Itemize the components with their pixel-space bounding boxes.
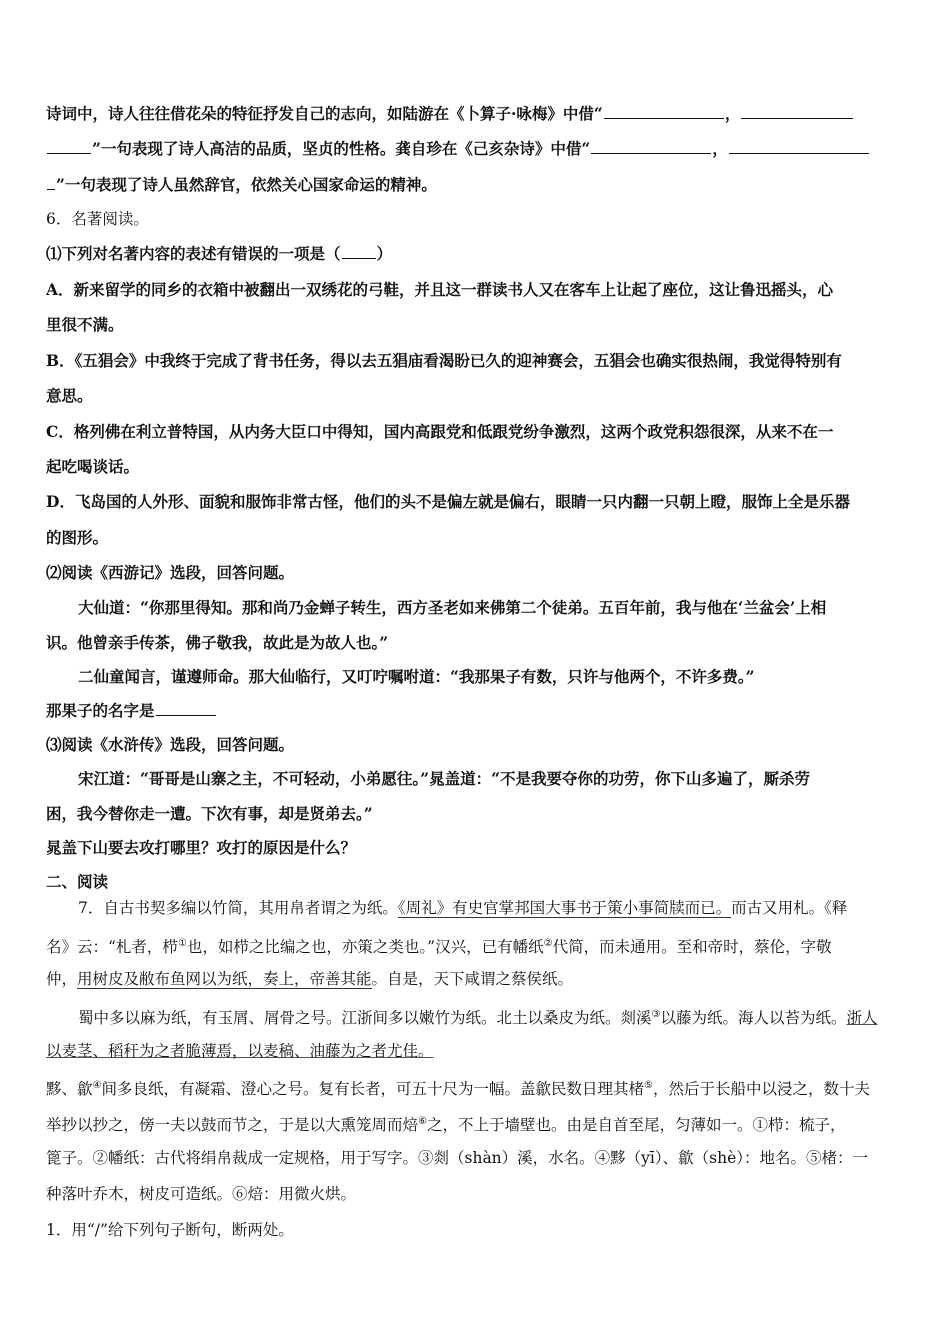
shuihu-line-1: 宋江道：“哥哥是山寨之主，不可轻动，小弟愿往。”晁盖道：“不是我要夺你的功劳，你下山多遍了，厮杀劳 [78,769,811,788]
answer-blank[interactable] [591,138,711,154]
xiyouji-line-1: 大仙道：“你那里得知。那和尚乃金蝉子转生，西方圣老如来佛第二个徒弟。五百年前，我与他在‘兰盆会’上相 [78,598,827,617]
passage-p3-line-1: 黟、歙④间多良纸，有凝霜、澄心之号。复有长者，可五十尺为一幅。盖歙民数日理其楮⑤，然后于长船中以浸之，数十夫 [46,1080,870,1099]
footnotes-line-2: 种落叶乔木，树皮可造纸。⑥焙：用微火烘。 [46,1185,357,1203]
option-a-line-2: 里很不满。 [46,315,124,334]
underlined-sentence: 用树皮及敝布鱼网以为纸，奏上，帝善其能 [77,970,372,988]
answer-blank[interactable] [741,103,853,119]
answer-blank[interactable] [604,103,724,119]
shuihu-question: 晁盖下山要去攻打哪里？攻打的原因是什么？ [46,838,357,857]
passage-p2-line-1: 蜀中多以麻为纸，有玉屑、屑骨之号。江浙间多以嫩竹为纸。北土以桑皮为纸。剡溪③以藤为纸。海人以苔为纸。浙人 [78,1009,878,1028]
q6-part1-question: ⑴下列对名著内容的表述有错误的一项是（ ） [46,244,393,263]
section-2-title: 二、阅读 [46,872,109,891]
answer-blank[interactable] [156,700,216,716]
shuihu-line-2: 困，我今替你走一遭。下次有事，却是贤弟去。” [46,804,373,823]
option-c-line-1: C．格列佛在利立普特国，从内务大臣口中得知，国内高跟党和低跟党纷争激烈，这两个政党积怨很深，从来不在一 [46,422,834,441]
underlined-sentence: 《周礼》有史官掌邦国大事书于策小事简牍而已。 [397,899,732,917]
underlined-sentence: 以麦茎、稻秆为之者脆薄焉，以麦稿、油藤为之者尤佳。 [46,1042,434,1060]
passage-p2-line-2 [46,1040,908,1062]
xiyouji-line-3: 二仙童闻言，谨遵师命。那大仙临行，又叮咛嘱咐道：“我那果子有数，只许与他两个，不许多费。” [78,667,755,686]
q5-line-1: 诗词中，诗人往往借花朵的特征抒发自己的志向，如陆游在《卜算子·咏梅》中借“ ， [46,103,908,125]
xiyouji-line-2: 识。他曾亲手传茶，佛子敬我，故此是为故人也。” [46,633,389,652]
option-d-line-1: D．飞岛国的人外形、面貌和服饰非常古怪，他们的头不是偏左就是偏右，眼睛一只内翻一只朝上瞪，服饰上全是乐器 [46,492,850,511]
q6-part2-heading: ⑵阅读《西游记》选段，回答问题。 [46,563,295,582]
option-c-line-2: 起吃喝谈话。 [46,457,140,476]
passage-p3-line-2: 举抄以抄之，傍一夫以鼓而节之，于是以大熏笼周而焙⑥之，不上于墙壁也。由是自首至尾，匀薄如一。①栉：梳子， [46,1116,846,1135]
question-1: 1．用“/”给下列句子断句，断两处。 [46,1221,294,1239]
answer-blank[interactable] [47,174,55,190]
underlined-sentence: 浙人 [846,1009,878,1028]
q6-part3-heading: ⑶阅读《水浒传》选段，回答问题。 [46,735,295,754]
xiyouji-question: 那果子的名字是 [46,700,908,722]
answer-blank[interactable] [47,138,91,154]
option-b-line-1: B．《五猖会》中我终于完成了背书任务，得以去五猖庙看渴盼已久的迎神赛会，五猖会也确实很热闹，我觉得特别有 [46,351,842,370]
passage-p1-line-3: 仲，用树皮及敝布鱼网以为纸，奏上，帝善其能。自是，天下咸谓之蔡侯纸。 [46,970,574,988]
option-a-line-1: A．新来留学的同乡的衣箱中被翻出一双绣花的弓鞋，并且这一群读书人又在客车上让起了座位，这让鲁迅摇头，心 [46,280,834,299]
q6-title: 6．名著阅读。 [46,210,149,228]
q5-line-3: ”一句表现了诗人虽然辞官，依然关心国家命运的精神。 [46,174,908,196]
q5-line-2: ”一句表现了诗人高洁的品质，坚贞的性格。龚自珍在《己亥杂诗》中借“ ， [46,138,908,160]
passage-p1-line-1: 7．自古书契多编以竹简，其用帛者谓之为纸。《周礼》有史官掌邦国大事书于策小事简牍而已。而古又用札。《释 [78,899,848,917]
passage-p1-line-2: 名》云：“札者，栉①也，如栉之比编之也，亦策之类也。”汉兴，已有幡纸②代简，而未通用。至和帝时，蔡伦，字敬 [46,938,832,957]
footnotes-line-1: 篦子。②幡纸：古代将绢帛裁成一定规格，用于写字。③剡（shàn）溪，水名。④黟（yī）、歙（shè）：地名。⑤楮：一 [46,1149,868,1167]
option-b-line-2: 意思。 [46,386,93,405]
answer-blank[interactable] [729,138,869,154]
option-d-line-2: 的图形。 [46,528,109,547]
answer-blank[interactable] [342,243,376,259]
